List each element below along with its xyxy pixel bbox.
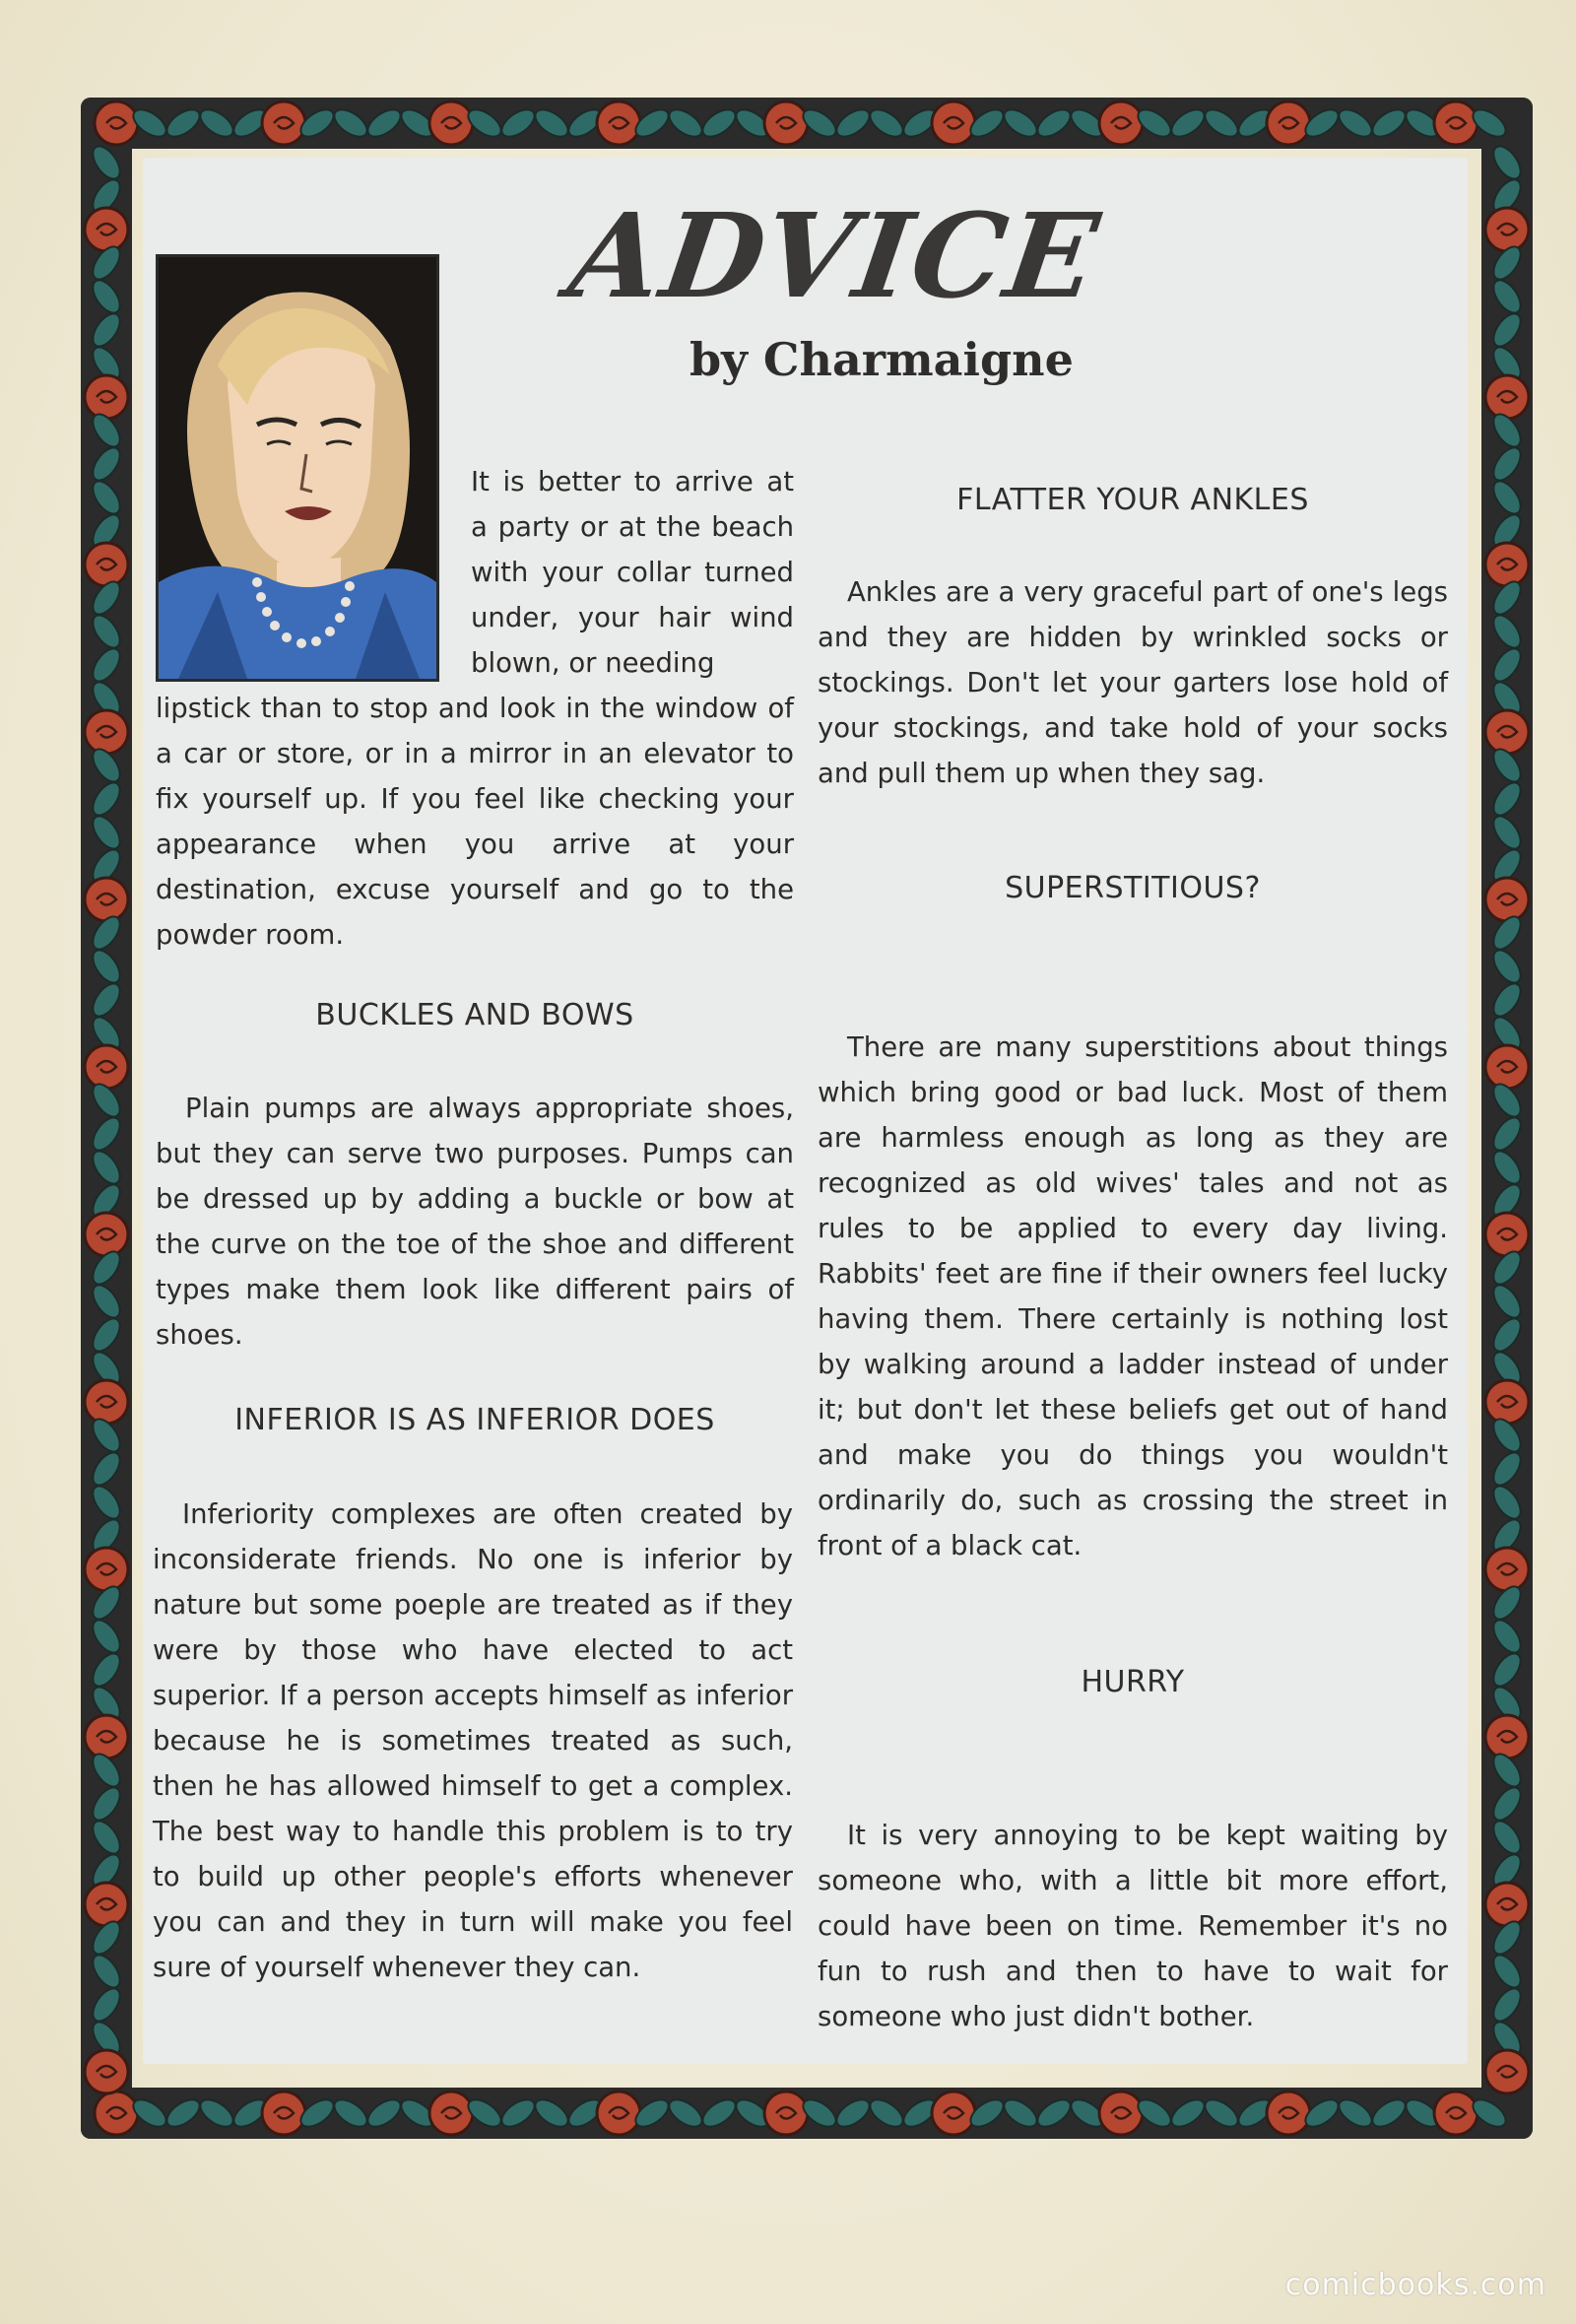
rose-ornament (262, 2092, 305, 2135)
section-body: There are many superstitions about things which bring good or bad luck. Most of them are harmless enough as long as they are recognized as old wives' tales and not as rules to be applied to every day living. Rabbits' feet are fine if their owners feel lucky having them. There certainly is nothing lost by walking around a ladder instead of under it; but don't let these beliefs get out of hand and make you do things you wouldn't ordinarily do, such as crossing the street in front of a black cat. (818, 1031, 1448, 1561)
heading-flatter-your-ankles: FLATTER YOUR ANKLES (956, 483, 1309, 517)
section-body: Ankles are a very graceful part of one's legs and they are hidden by wrinkled socks or stockings. Don't let your garters lose hold of your stockings, and take hold of your socks and pull them up when they sag. (818, 576, 1448, 789)
rose-ornament (1485, 878, 1529, 921)
section-superstitious (818, 1025, 1448, 1568)
rose-ornament (597, 101, 640, 145)
rose-ornament (85, 1548, 128, 1591)
heading-buckles-and-bows: BUCKLES AND BOWS (315, 998, 634, 1032)
rose-ornament (932, 2092, 975, 2135)
section-buckles-and-bows (156, 1086, 794, 1358)
rose-ornament (1485, 1045, 1529, 1089)
article-byline: by Charmaigne (690, 333, 1074, 386)
rose-ornament (764, 101, 808, 145)
rose-ornament (1485, 375, 1529, 419)
rose-ornament (429, 2092, 473, 2135)
heading-hurry: HURRY (1081, 1665, 1185, 1699)
rose-ornament (85, 543, 128, 586)
rose-ornament (932, 101, 975, 145)
site-watermark: comicbooks.com (1284, 2268, 1546, 2302)
section-body: Plain pumps are always appropriate shoes, but they can serve two purposes. Pumps can be dressed up by adding a buckle or bow at the curve on the toe of the shoe and different types make them look like different pairs of shoes. (156, 1093, 794, 1351)
article-title: ADVICE (561, 187, 1108, 324)
rose-ornament (85, 2050, 128, 2093)
rose-ornament (1485, 1715, 1529, 1759)
rose-ornament (85, 208, 128, 251)
rose-ornament (429, 101, 473, 145)
rose-ornament (1099, 101, 1143, 145)
section-body: It is very annoying to be kept waiting by someone who, with a little bit more effort, could have been on time. Remember it's no fun to rush and then to have to wait for someone who just didn't bother. (818, 1820, 1448, 2032)
rose-ornament (95, 2092, 138, 2135)
rose-ornament (1485, 710, 1529, 754)
rose-ornament (85, 878, 128, 921)
rose-ornament (1434, 2092, 1478, 2135)
section-body: Inferiority complexes are often created by inconsiderate friends. No one is inferior by nature but some poeple are treated as if they were by those who have elected to act superior. If a person accepts himself as inferior because he is sometimes treated as such, then he has allowed himself to get a complex. The best way to handle this problem is to try to build up other people's efforts whenever you can and they in turn will make you feel sure of yourself whenever they can. (153, 1498, 793, 1983)
rose-ornament (1485, 2050, 1529, 2093)
rose-ornament (85, 710, 128, 754)
rose-ornament (1485, 1213, 1529, 1256)
rose-ornament (1485, 543, 1529, 586)
rose-ornament (85, 1213, 128, 1256)
rose-ornament (1485, 1548, 1529, 1591)
charmaigne-portrait (156, 254, 439, 682)
intro-paragraph-top: It is better to arrive at a party or at the beach with your collar turned under, your hair wind blown, or needing (471, 466, 794, 679)
section-hurry (818, 1813, 1448, 2039)
rose-ornament (764, 2092, 808, 2135)
rose-ornament (85, 1715, 128, 1759)
rose-ornament (85, 1883, 128, 1926)
rose-ornament (1267, 2092, 1310, 2135)
section-flatter-your-ankles (818, 569, 1448, 796)
rose-ornament (1485, 208, 1529, 251)
rose-ornament (597, 2092, 640, 2135)
intro-paragraph-bottom: lipstick than to stop and look in the window of a car or store, or in a mirror in an elevator to fix yourself up. If you feel like checking your appearance when you arrive at your destination, excuse yourself and go to the powder room. (156, 693, 794, 951)
rose-ornament (95, 101, 138, 145)
heading-superstitious: SUPERSTITIOUS? (1005, 871, 1261, 905)
section-inferior (153, 1492, 793, 1990)
rose-ornament (262, 101, 305, 145)
rose-ornament (1485, 1380, 1529, 1424)
rose-ornament (1485, 1883, 1529, 1926)
rose-ornament (1434, 101, 1478, 145)
rose-ornament (85, 1045, 128, 1089)
rose-ornament (1099, 2092, 1143, 2135)
rose-ornament (85, 375, 128, 419)
heading-inferior: INFERIOR IS AS INFERIOR DOES (234, 1403, 715, 1437)
rose-ornament (85, 1380, 128, 1424)
rose-ornament (1267, 101, 1310, 145)
